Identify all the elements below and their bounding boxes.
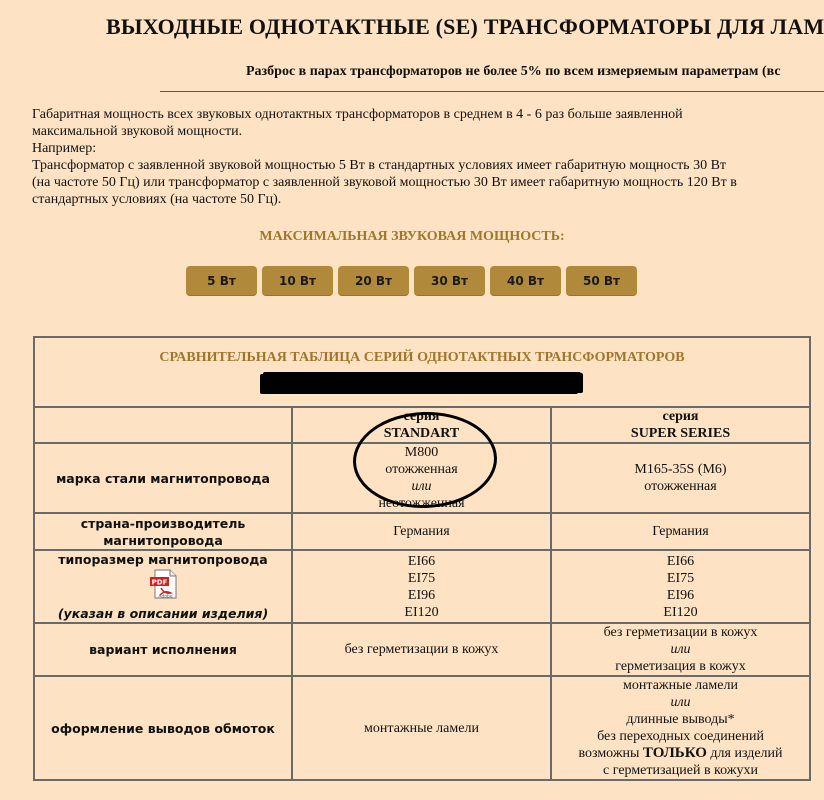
series-prefix: серия [662, 408, 699, 424]
intro-line: Например: [32, 141, 97, 156]
cell-steel-super [551, 443, 810, 513]
cell-steel-standart [292, 443, 551, 513]
series-name: SUPER SERIES [630, 425, 731, 441]
table-title-cell [34, 337, 810, 407]
page-title: ВЫХОДНЫЕ ОДНОТАКТНЫЕ (SE) ТРАНСФОРМАТОРЫ ДЛЯ ЛАМ [106, 14, 824, 39]
intro-line: Трансформатор с заявленной звуковой мощностью 5 Вт в стандартных условиях имеет габаритную мощность 30 Вт [32, 158, 727, 173]
row-label-country [34, 513, 292, 550]
comparison-table [33, 336, 811, 781]
cell-line [554, 745, 807, 762]
row-label-variant: вариант исполнения [34, 623, 292, 676]
row-label-steel: марка стали магнитопровода [34, 443, 292, 513]
cell-line: без герметизации в кожух [603, 625, 758, 640]
cell-line: EI96 [666, 587, 695, 603]
table-title: СРАВНИТЕЛЬНАЯ ТАБЛИЦА СЕРИЙ ОДНОТАКТНЫХ ТРАНСФОРМАТОРОВ [159, 350, 685, 365]
power-button-40w[interactable]: 40 Вт [490, 266, 561, 296]
cell-leads-super [551, 676, 810, 780]
cell-line: EI96 [407, 587, 436, 603]
series-header-super [551, 407, 810, 443]
cell-line: EI75 [666, 570, 695, 586]
cell-line: монтажные ламели [623, 678, 738, 693]
row-label-leads: оформление выводов обмоток [34, 676, 292, 780]
cell-size-standart [292, 550, 551, 623]
cell-line: M800 [404, 445, 439, 460]
cell-variant-super [551, 623, 810, 676]
intro-text [32, 106, 822, 208]
cell-line: длинные выводы* [626, 712, 735, 727]
cell-country-super: Германия [551, 513, 810, 550]
power-button-20w[interactable]: 20 Вт [338, 266, 409, 296]
cell-line: EI66 [407, 553, 436, 569]
power-button-5w[interactable]: 5 Вт [186, 266, 257, 296]
power-button-50w[interactable]: 50 Вт [566, 266, 637, 296]
power-button-30w[interactable]: 30 Вт [414, 266, 485, 296]
cell-variant-standart: без герметизации в кожух [292, 623, 551, 676]
cell-country-standart: Германия [292, 513, 551, 550]
cell-line: EI66 [666, 553, 695, 569]
cell-leads-standart: монтажные ламели [292, 676, 551, 780]
cell-line: неотожженная [378, 496, 465, 511]
cell-line: или [670, 642, 691, 657]
svg-text:PDF: PDF [151, 578, 168, 587]
cell-line: герметизация в кожух [615, 659, 746, 674]
power-button-10w[interactable]: 10 Вт [262, 266, 333, 296]
power-button-group [186, 266, 637, 296]
pdf-icon[interactable] [149, 569, 177, 604]
cell-line: или [411, 479, 432, 494]
cell-line: EI120 [663, 604, 698, 620]
emphasis-only: ТОЛЬКО [642, 745, 707, 761]
pdf-icon-label: Adobe [158, 594, 173, 599]
power-heading: МАКСИМАЛЬНАЯ ЗВУКОВАЯ МОЩНОСТЬ: [259, 229, 565, 244]
cell-line: без переходных соединений [597, 729, 764, 744]
cell-line: отожженная [385, 462, 458, 477]
intro-line: стандартных условиях (на частоте 50 Гц). [32, 192, 282, 207]
intro-line: (на частоте 50 Гц) или трансформатор с заявленной звуковой мощностью 30 Вт имеет габаритную мощность 120 Вт в [32, 175, 737, 190]
series-name: STANDART [383, 425, 460, 441]
intro-line: Габаритная мощность всех звуковых однотактных трансформаторов в среднем в 4 - 6 раз больше заявленной [32, 107, 683, 122]
page-subtitle: Разброс в парах трансформаторов не более 5% по всем измеряемым параметрам (вс [246, 64, 781, 79]
intro-line: максимальной звуковой мощности. [32, 124, 243, 139]
cell-size-super [551, 550, 810, 623]
cell-line: или [670, 695, 691, 710]
row-label-line: страна-производитель [80, 515, 246, 531]
row-label-size [34, 550, 292, 623]
cell-line: отожженная [644, 479, 717, 494]
divider [160, 91, 824, 92]
series-prefix: серия [403, 408, 440, 424]
cell-line: с герметизацией в кожухи [603, 763, 758, 778]
series-header-standart [292, 407, 551, 443]
cell-line: EI120 [404, 604, 439, 620]
empty-header-cell [34, 407, 292, 443]
redacted-block [263, 372, 581, 392]
cell-text: возможны [578, 746, 640, 761]
cell-text: для изделий [710, 746, 783, 761]
cell-line: M165-35S (M6) [634, 462, 727, 477]
size-note: (указан в описании изделия) [57, 606, 269, 621]
row-label-line: типоразмер магнитопровода [58, 552, 268, 567]
cell-line: EI75 [407, 570, 436, 586]
row-label-line: магнитопровода [103, 532, 223, 548]
